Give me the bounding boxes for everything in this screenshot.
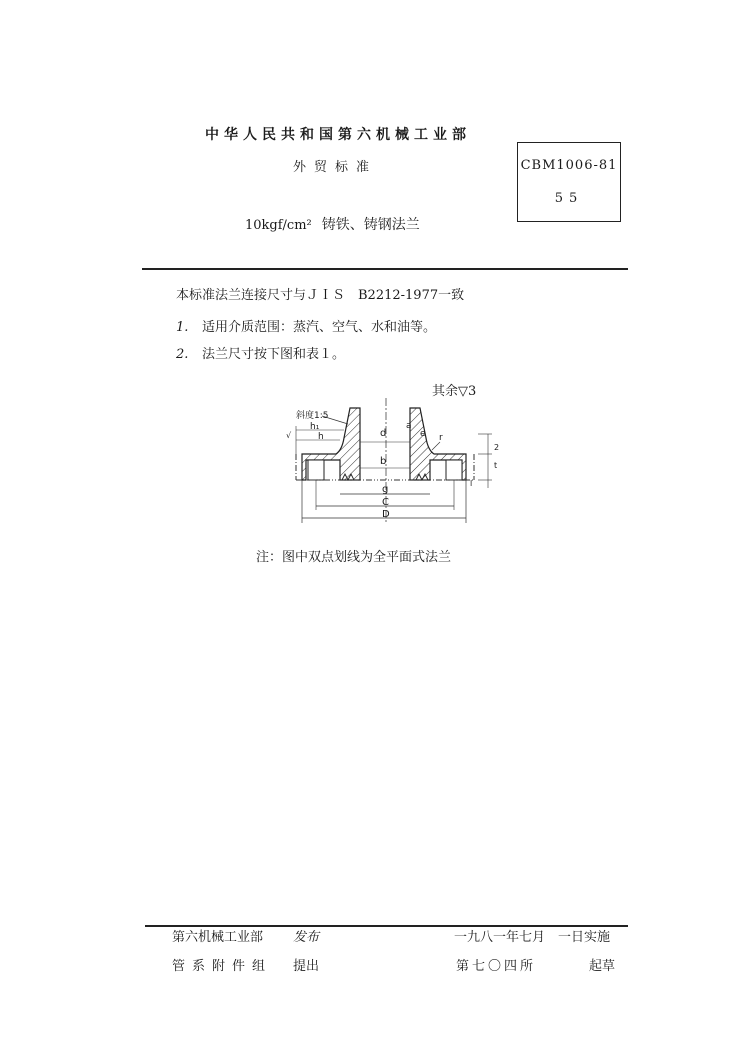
list-item [176,343,345,362]
ministry-heading: 中华人民共和国第六机械工业部 [205,127,471,143]
title-pressure-unit: 10kgf/cm² [245,218,312,233]
standard-number-box [517,142,621,222]
label-d: d [380,428,387,439]
bolt-hole-right [446,460,462,480]
standard-code: CBM1006-81 [520,158,618,173]
footer-drafting-institute: 第七〇四所 [456,959,537,974]
drawing-note: 注：图中双点划线为全平面式法兰 [256,550,452,565]
label-h: h [318,432,324,442]
list-item-number: 1. [176,320,189,335]
label-a: a [406,421,412,431]
label-t: t [494,461,498,470]
document-title [245,214,435,234]
footer-propose-label: 提出 [293,959,320,974]
header-divider [142,268,628,270]
label-e: e [420,429,426,439]
label-two: 2 [494,443,500,452]
label-h1: h₁ [310,422,320,432]
footer-proposer: 管系附件组 [172,959,273,974]
footer-issue-label: 发布 [293,930,320,945]
list-item [176,316,436,335]
footer-drafting-label: 起草 [589,959,616,974]
label-g: g [382,484,389,495]
label-D: D [382,509,390,520]
label-v: √ [286,431,292,440]
intro-paragraph: 本标准法兰连接尺寸与ＪＩＳ B2212-1977一致 [176,288,465,303]
label-b: b [380,456,387,467]
bolt-hole-left [308,460,324,480]
label-l: l [470,479,473,488]
footer-issuer: 第六机械工业部 [172,930,264,945]
label-C: C [382,497,389,508]
flange-drawing [282,398,504,528]
standard-page-number: 55 [554,191,584,206]
surface-roughness-note: 其余▽3 [432,384,477,399]
standard-category: 外贸标准 [292,160,377,175]
label-r: r [439,433,443,443]
taper-label: 斜度1:5 [296,411,329,421]
list-item-text: 法兰尺寸按下图和表１。 [202,347,346,362]
footer-effective-date: 一九八一年七月 一日实施 [454,930,611,945]
list-item-text: 适用介质范围：蒸汽、空气、水和油等。 [202,320,437,335]
list-item-number: 2. [176,347,189,362]
title-text: 铸铁、铸钢法兰 [321,217,420,233]
